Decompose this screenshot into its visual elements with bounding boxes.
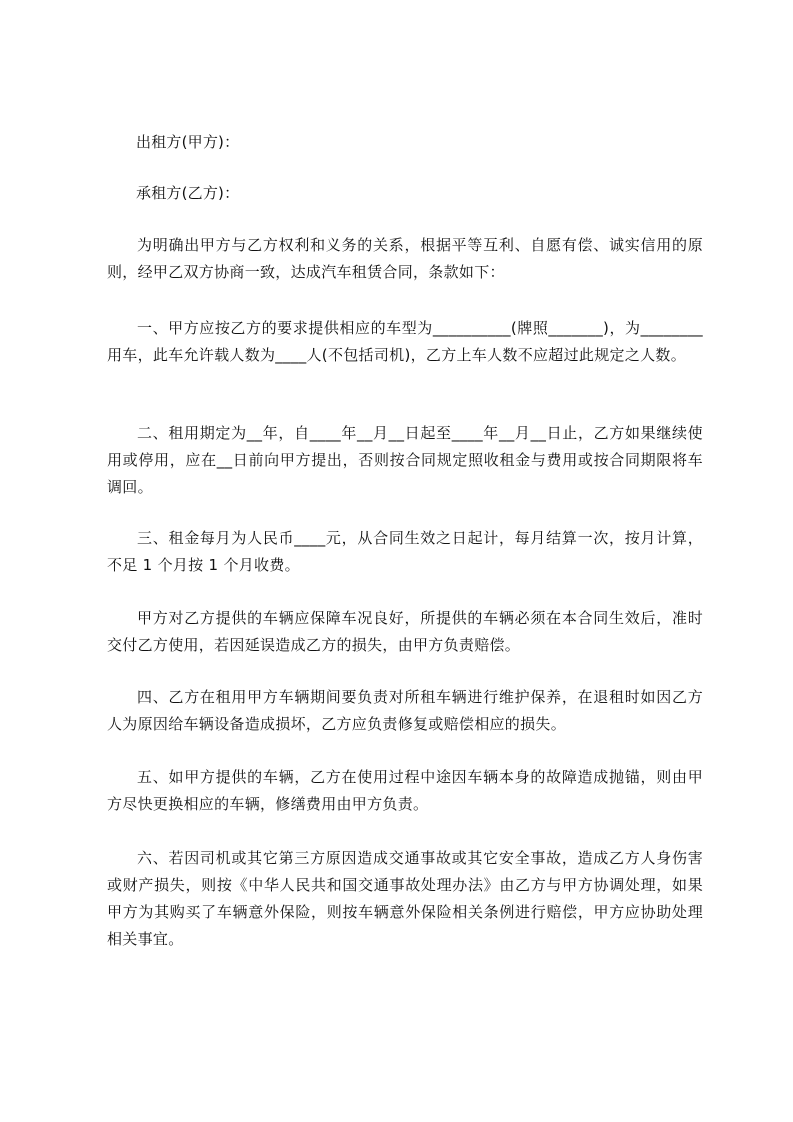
lessor-label: 出租方(甲方)： [136, 133, 240, 151]
contract-intro-paragraph: 为明确出甲方与乙方权利和义务的关系，根据平等互利、自愿有偿、诚实信用的原则，经甲乙双方协商一致，达成汽车租赁合同，条款如下： [107, 236, 703, 281]
vehicle-condition-paragraph: 甲方对乙方提供的车辆应保障车况良好，所提供的车辆必须在本合同生效后，准时交付乙方使用，若因延误造成乙方的损失，由甲方负责赔偿。 [107, 609, 703, 654]
lessee-label: 承租方(乙方)： [136, 184, 240, 202]
clause-3-rent-paragraph: 三、租金每月为人民币____元，从合同生效之日起计，每月结算一次，按月计算，不足 1 个月按 1 个月收费。 [107, 529, 703, 574]
clause-4-maintenance-paragraph: 四、乙方在租用甲方车辆期间要负责对所租车辆进行维护保养，在退租时如因乙方人为原因给车辆设备造成损坏，乙方应负责修复或赔偿相应的损失。 [107, 688, 703, 733]
clause-1-vehicle-paragraph: 一、甲方应按乙方的要求提供相应的车型为__________(牌照_______)，为________用车，此车允许载人数为____人(不包括司机)，乙方上车人数不应超过此规定之人数。 [107, 319, 703, 364]
clause-2-term-paragraph: 二、租用期定为__年，自____年__月__日起至____年__月__日止，乙方如果继续使用或停用，应在__日前向甲方提出，否则按合同规定照收租金与费用或按合同期限将车调回。 [107, 424, 703, 496]
clause-6-accident-paragraph: 六、若因司机或其它第三方原因造成交通事故或其它安全事故，造成乙方人身伤害或财产损失，则按《中华人民共和国交通事故处理办法》由乙方与甲方协调处理，如果甲方为其购买了车辆意外保险，则按车辆意外保险相关条例进行赔偿，甲方应协助处理相关事宜。 [107, 849, 703, 948]
clause-5-breakdown-paragraph: 五、如甲方提供的车辆，乙方在使用过程中途因车辆本身的故障造成抛锚，则由甲方尽快更换相应的车辆，修缮费用由甲方负责。 [107, 768, 703, 813]
